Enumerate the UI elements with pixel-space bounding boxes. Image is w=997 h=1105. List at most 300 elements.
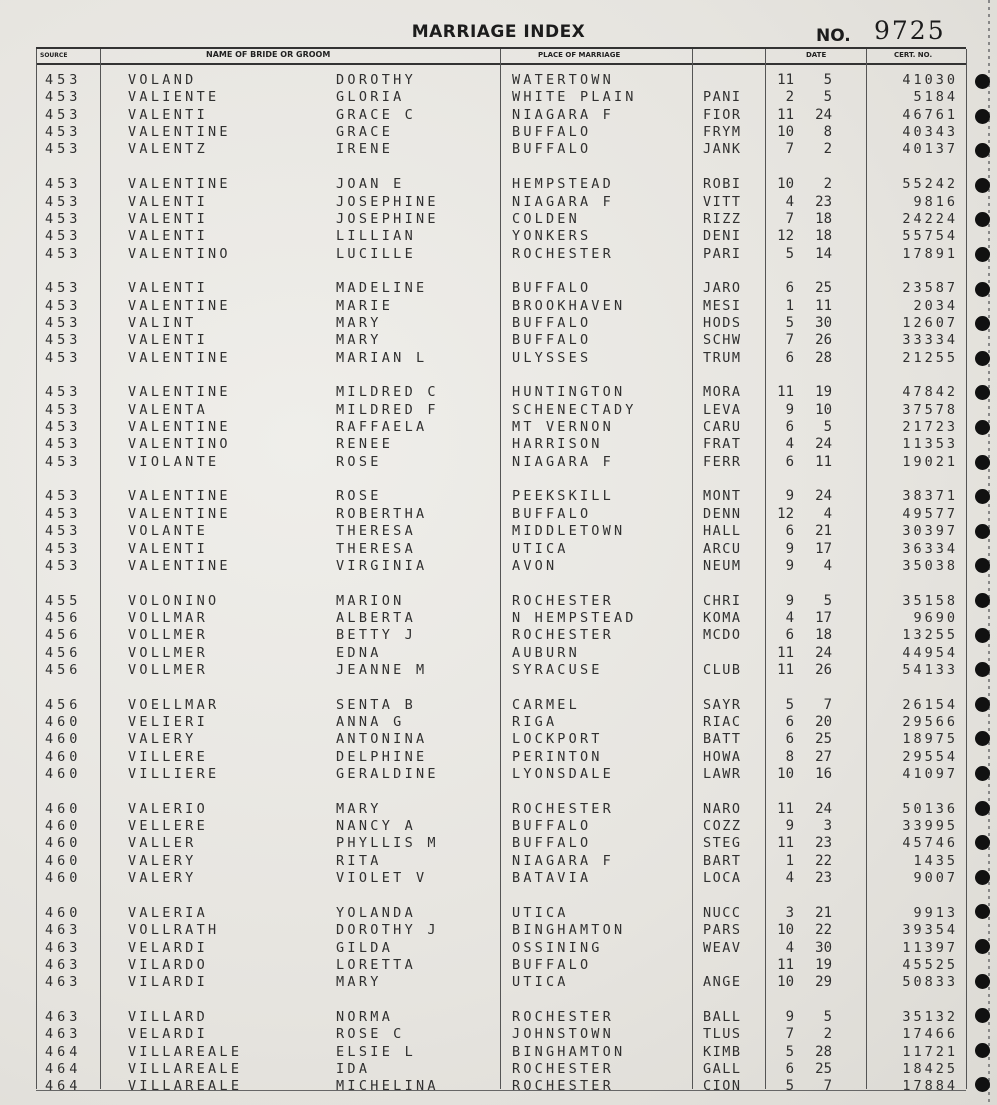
source-cell: 453 [45, 453, 82, 470]
day-cell: 5 [823, 89, 832, 106]
header-name: NAME OF BRIDE OR GROOM [206, 50, 331, 59]
month-cell: 1 [785, 852, 794, 869]
surname-cell: VALENTINE [128, 488, 231, 505]
cert-number-cell: 44954 [902, 644, 958, 661]
given-name-cell: VIOLET V [336, 870, 428, 887]
surname-cell: VALERY [128, 731, 197, 748]
source-cell: 453 [45, 401, 82, 418]
source-cell: 460 [45, 714, 82, 730]
table-row [0, 72, 997, 89]
given-name-cell: NANCY A [336, 818, 416, 835]
cert-number-cell: 54133 [902, 661, 958, 678]
officiant-cell: SCHW [703, 332, 742, 349]
place-cell: BUFFALO [512, 818, 592, 835]
day-cell: 22 [815, 922, 832, 939]
cert-number-cell: 33334 [902, 332, 958, 349]
source-cell: 456 [45, 644, 82, 661]
table-row [0, 940, 997, 957]
table-row [0, 714, 997, 731]
surname-cell: VOLLMER [128, 644, 208, 661]
day-cell: 21 [815, 904, 832, 921]
place-cell: COLDEN [512, 210, 580, 227]
surname-cell: VILLIERE [128, 766, 220, 782]
day-cell: 11 [815, 453, 832, 470]
surname-cell: VALENTZ [128, 141, 208, 158]
given-name-cell: NORMA [336, 1008, 394, 1025]
given-name-cell: MARY [336, 800, 382, 817]
officiant-cell: PANI [703, 89, 742, 106]
source-cell: 460 [45, 904, 82, 921]
given-name-cell: LUCILLE [336, 245, 416, 262]
feed-hole [975, 109, 990, 124]
place-cell: MT VERNON [512, 419, 614, 435]
cert-number-cell: 19021 [902, 453, 958, 470]
cert-number-cell: 41030 [902, 72, 958, 88]
feed-hole [975, 731, 990, 746]
day-cell: 4 [823, 505, 832, 522]
surname-cell: VALENTINE [128, 176, 231, 193]
month-cell: 10 [777, 124, 794, 141]
surname-cell: VOLLMER [128, 661, 208, 678]
officiant-cell: SAYR [703, 696, 742, 713]
source-cell: 464 [45, 1078, 82, 1095]
day-cell: 24 [815, 436, 832, 453]
feed-hole [975, 801, 990, 816]
month-cell: 10 [777, 974, 794, 991]
cert-number-cell: 11397 [902, 939, 958, 956]
given-name-cell: JOAN E [336, 176, 405, 193]
day-cell: 20 [815, 714, 832, 730]
officiant-cell: PARI [703, 245, 742, 262]
given-name-cell: DOROTHY [336, 72, 416, 88]
table-row [0, 332, 997, 349]
place-cell: BINGHAMTON [512, 1043, 626, 1060]
day-cell: 30 [815, 314, 832, 331]
given-name-cell: MARY [336, 314, 382, 331]
officiant-cell: CLUB [703, 661, 742, 678]
officiant-cell: JANK [703, 141, 742, 158]
source-cell: 456 [45, 609, 82, 626]
month-cell: 10 [777, 766, 794, 782]
month-cell: 5 [785, 245, 794, 262]
source-cell: 453 [45, 297, 82, 314]
month-cell: 11 [777, 106, 794, 123]
source-cell: 453 [45, 141, 82, 158]
officiant-cell: LOCA [703, 870, 742, 887]
officiant-cell: MCDO [703, 627, 742, 644]
place-cell: SCHENECTADY [512, 401, 637, 418]
feed-hole [975, 524, 990, 539]
cert-number-cell: 17466 [902, 1026, 958, 1043]
surname-cell: VALENTI [128, 280, 208, 297]
table-row [0, 107, 997, 124]
given-name-cell: MARION [336, 592, 405, 609]
given-name-cell: SENTA B [336, 696, 416, 713]
source-cell: 453 [45, 349, 82, 366]
surname-cell: VOLONINO [128, 592, 220, 609]
surname-cell: VALERY [128, 852, 197, 869]
feed-hole [975, 870, 990, 885]
month-cell: 11 [777, 72, 794, 88]
given-name-cell: IDA [336, 1061, 371, 1077]
day-cell: 4 [823, 557, 832, 574]
surname-cell: VALENTI [128, 210, 208, 227]
given-name-cell: ANTONINA [336, 731, 428, 748]
given-name-cell: DOROTHY J [336, 922, 439, 939]
place-cell: HARRISON [512, 436, 603, 453]
cert-number-cell: 55242 [902, 176, 958, 193]
feed-hole [975, 455, 990, 470]
surname-cell: VALENTI [128, 106, 208, 123]
cert-number-cell: 9913 [913, 904, 958, 921]
surname-cell: VALENTINE [128, 419, 231, 435]
day-cell: 2 [823, 176, 832, 193]
cert-number-cell: 9816 [913, 193, 958, 210]
feed-hole [975, 697, 990, 712]
source-cell: 453 [45, 124, 82, 141]
day-cell: 23 [815, 870, 832, 887]
day-cell: 26 [815, 661, 832, 678]
month-cell: 7 [785, 1026, 794, 1043]
sheet-number-label: NO. [816, 26, 851, 46]
given-name-cell: JOSEPHINE [336, 193, 439, 210]
officiant-cell: FRAT [703, 436, 742, 453]
surname-cell: VALENTI [128, 332, 208, 349]
place-cell: N HEMPSTEAD [512, 609, 637, 626]
source-cell: 463 [45, 974, 82, 991]
place-cell: ROCHESTER [512, 245, 614, 262]
source-cell: 460 [45, 852, 82, 869]
given-name-cell: GILDA [336, 939, 394, 956]
surname-cell: VALENTINO [128, 436, 231, 453]
source-cell: 453 [45, 193, 82, 210]
month-cell: 5 [785, 696, 794, 713]
month-cell: 9 [785, 1008, 794, 1025]
table-row [0, 488, 997, 505]
place-cell: BUFFALO [512, 505, 592, 522]
table-row [0, 246, 997, 263]
place-cell: LYONSDALE [512, 766, 614, 782]
feed-hole [975, 489, 990, 504]
source-cell: 453 [45, 72, 82, 88]
officiant-cell: STEG [703, 835, 742, 852]
feed-hole [975, 904, 990, 919]
surname-cell: VALENTINE [128, 557, 231, 574]
month-cell: 11 [777, 835, 794, 852]
cert-number-cell: 29554 [902, 748, 958, 765]
month-cell: 2 [785, 89, 794, 106]
surname-cell: VOLLMER [128, 627, 208, 644]
day-cell: 24 [815, 488, 832, 505]
source-cell: 453 [45, 505, 82, 522]
day-cell: 2 [823, 1026, 832, 1043]
place-cell: AUBURN [512, 644, 580, 661]
cert-number-cell: 30397 [902, 523, 958, 540]
table-row [0, 697, 997, 714]
month-cell: 11 [777, 644, 794, 661]
cert-number-cell: 46761 [902, 106, 958, 123]
officiant-cell: DENN [703, 505, 742, 522]
day-cell: 5 [823, 1008, 832, 1025]
day-cell: 24 [815, 644, 832, 661]
given-name-cell: ALBERTA [336, 609, 416, 626]
cert-number-cell: 23587 [902, 280, 958, 297]
officiant-cell: NEUM [703, 557, 742, 574]
cert-number-cell: 11353 [902, 436, 958, 453]
source-cell: 456 [45, 627, 82, 644]
table-row [0, 124, 997, 141]
table-row [0, 436, 997, 453]
officiant-cell: ROBI [703, 176, 742, 193]
officiant-cell: KOMA [703, 609, 742, 626]
surname-cell: VOLAND [128, 72, 197, 88]
officiant-cell: HOWA [703, 748, 742, 765]
day-cell: 16 [815, 766, 832, 782]
surname-cell: VOLLMAR [128, 609, 208, 626]
place-cell: BATAVIA [512, 870, 592, 887]
surname-cell: VALENTINE [128, 384, 231, 401]
table-row [0, 731, 997, 748]
given-name-cell: VIRGINIA [336, 557, 428, 574]
given-name-cell: ROSE C [336, 1026, 405, 1043]
cert-number-cell: 38371 [902, 488, 958, 505]
month-cell: 9 [785, 557, 794, 574]
place-cell: CARMEL [512, 696, 580, 713]
place-cell: ROCHESTER [512, 1078, 614, 1095]
place-cell: BUFFALO [512, 332, 592, 349]
feed-hole [975, 835, 990, 850]
given-name-cell: PHYLLIS M [336, 835, 439, 852]
day-cell: 19 [815, 956, 832, 973]
place-cell: ROCHESTER [512, 627, 614, 644]
cert-number-cell: 26154 [902, 696, 958, 713]
source-cell: 456 [45, 661, 82, 678]
officiant-cell: BATT [703, 731, 742, 748]
month-cell: 11 [777, 956, 794, 973]
feed-hole [975, 178, 990, 193]
place-cell: ROCHESTER [512, 1008, 614, 1025]
surname-cell: VALERIA [128, 904, 208, 921]
source-cell: 460 [45, 870, 82, 887]
table-row [0, 645, 997, 662]
month-cell: 10 [777, 922, 794, 939]
table-row [0, 89, 997, 106]
place-cell: RIGA [512, 714, 558, 730]
header-source: SOURCE [40, 52, 68, 59]
source-cell: 463 [45, 939, 82, 956]
month-cell: 9 [785, 818, 794, 835]
month-cell: 9 [785, 401, 794, 418]
feed-hole [975, 74, 990, 89]
feed-hole [975, 143, 990, 158]
officiant-cell: ANGE [703, 974, 742, 991]
month-cell: 4 [785, 193, 794, 210]
officiant-cell: MORA [703, 384, 742, 401]
officiant-cell: CHRI [703, 592, 742, 609]
surname-cell: VILARDI [128, 974, 208, 991]
given-name-cell: EDNA [336, 644, 382, 661]
cert-number-cell: 36334 [902, 540, 958, 557]
table-row [0, 974, 997, 991]
place-cell: BUFFALO [512, 141, 592, 158]
place-cell: UTICA [512, 904, 569, 921]
cert-number-cell: 55754 [902, 228, 958, 245]
table-row [0, 818, 997, 835]
table-row [0, 1026, 997, 1043]
table-row [0, 957, 997, 974]
day-cell: 27 [815, 748, 832, 765]
day-cell: 8 [823, 124, 832, 141]
cert-number-cell: 2034 [913, 297, 958, 314]
surname-cell: VILLARD [128, 1008, 208, 1025]
officiant-cell: FRYM [703, 124, 742, 141]
given-name-cell: ELSIE L [336, 1043, 416, 1060]
place-cell: LOCKPORT [512, 731, 603, 748]
given-name-cell: GERALDINE [336, 766, 439, 782]
month-cell: 7 [785, 141, 794, 158]
cert-number-cell: 35158 [902, 592, 958, 609]
cert-number-cell: 9690 [913, 609, 958, 626]
table-row [0, 541, 997, 558]
given-name-cell: MILDRED C [336, 384, 439, 401]
day-cell: 22 [815, 852, 832, 869]
cert-number-cell: 21255 [902, 349, 958, 366]
feed-hole [975, 766, 990, 781]
surname-cell: VELIERI [128, 714, 208, 730]
table-row [0, 1078, 997, 1095]
table-row [0, 1009, 997, 1026]
day-cell: 19 [815, 384, 832, 401]
month-cell: 8 [785, 748, 794, 765]
officiant-cell: FERR [703, 453, 742, 470]
given-name-cell: MICHELINA [336, 1078, 439, 1095]
source-cell: 463 [45, 922, 82, 939]
place-cell: HUNTINGTON [512, 384, 626, 401]
table-row [0, 922, 997, 939]
feed-hole [975, 593, 990, 608]
source-cell: 453 [45, 280, 82, 297]
day-cell: 23 [815, 193, 832, 210]
officiant-cell: FIOR [703, 106, 742, 123]
cert-number-cell: 35132 [902, 1008, 958, 1025]
table-row [0, 835, 997, 852]
surname-cell: VALERY [128, 870, 197, 887]
month-cell: 4 [785, 870, 794, 887]
place-cell: ROCHESTER [512, 1061, 614, 1077]
given-name-cell: MARY [336, 332, 382, 349]
place-cell: NIAGARA F [512, 106, 614, 123]
month-cell: 4 [785, 609, 794, 626]
table-row [0, 402, 997, 419]
table-row [0, 506, 997, 523]
surname-cell: VELARDI [128, 939, 208, 956]
officiant-cell: MONT [703, 488, 742, 505]
surname-cell: VELARDI [128, 1026, 208, 1043]
month-cell: 6 [785, 1061, 794, 1077]
month-cell: 6 [785, 523, 794, 540]
surname-cell: VALENTI [128, 540, 208, 557]
officiant-cell: TLUS [703, 1026, 742, 1043]
table-row [0, 194, 997, 211]
month-cell: 6 [785, 419, 794, 435]
source-cell: 453 [45, 523, 82, 540]
source-cell: 453 [45, 176, 82, 193]
place-cell: BUFFALO [512, 314, 592, 331]
given-name-cell: LILLIAN [336, 228, 416, 245]
surname-cell: VALENTINE [128, 505, 231, 522]
officiant-cell: WEAV [703, 939, 742, 956]
sheet-number: 9725 [874, 16, 946, 45]
given-name-cell: MADELINE [336, 280, 428, 297]
place-cell: NIAGARA F [512, 193, 614, 210]
feed-hole [975, 1008, 990, 1023]
surname-cell: VALINT [128, 314, 197, 331]
surname-cell: VALLER [128, 835, 197, 852]
table-row [0, 523, 997, 540]
day-cell: 7 [823, 1078, 832, 1095]
source-cell: 463 [45, 1008, 82, 1025]
officiant-cell: HODS [703, 314, 742, 331]
cert-number-cell: 50833 [902, 974, 958, 991]
cert-number-cell: 13255 [902, 627, 958, 644]
table-row [0, 176, 997, 193]
month-cell: 6 [785, 453, 794, 470]
given-name-cell: THERESA [336, 540, 416, 557]
officiant-cell: TRUM [703, 349, 742, 366]
cert-number-cell: 1435 [913, 852, 958, 869]
month-cell: 6 [785, 714, 794, 730]
table-row [0, 627, 997, 644]
given-name-cell: THERESA [336, 523, 416, 540]
officiant-cell: VITT [703, 193, 742, 210]
month-cell: 6 [785, 627, 794, 644]
feed-hole [975, 1077, 990, 1092]
surname-cell: VELLERE [128, 818, 208, 835]
day-cell: 3 [823, 818, 832, 835]
day-cell: 30 [815, 939, 832, 956]
source-cell: 453 [45, 557, 82, 574]
place-cell: OSSINING [512, 939, 603, 956]
officiant-cell: ARCU [703, 540, 742, 557]
table-row [0, 801, 997, 818]
month-cell: 11 [777, 800, 794, 817]
month-cell: 10 [777, 176, 794, 193]
cert-number-cell: 41097 [902, 766, 958, 782]
cert-number-cell: 37578 [902, 401, 958, 418]
place-cell: JOHNSTOWN [512, 1026, 614, 1043]
source-cell: 460 [45, 818, 82, 835]
day-cell: 26 [815, 332, 832, 349]
place-cell: WHITE PLAIN [512, 89, 637, 106]
header-cert: CERT. NO. [894, 51, 933, 59]
cert-number-cell: 5184 [913, 89, 958, 106]
day-cell: 17 [815, 540, 832, 557]
given-name-cell: GRACE [336, 124, 394, 141]
header-place: PLACE OF MARRIAGE [538, 51, 621, 59]
month-cell: 5 [785, 314, 794, 331]
officiant-cell: GALL [703, 1061, 742, 1077]
day-cell: 29 [815, 974, 832, 991]
cert-number-cell: 45746 [902, 835, 958, 852]
page-title: MARRIAGE INDEX [411, 22, 586, 42]
month-cell: 4 [785, 939, 794, 956]
cert-number-cell: 47842 [902, 384, 958, 401]
place-cell: BINGHAMTON [512, 922, 626, 939]
given-name-cell: ROBERTHA [336, 505, 428, 522]
place-cell: BROOKHAVEN [512, 297, 626, 314]
day-cell: 2 [823, 141, 832, 158]
surname-cell: VALIENTE [128, 89, 220, 106]
